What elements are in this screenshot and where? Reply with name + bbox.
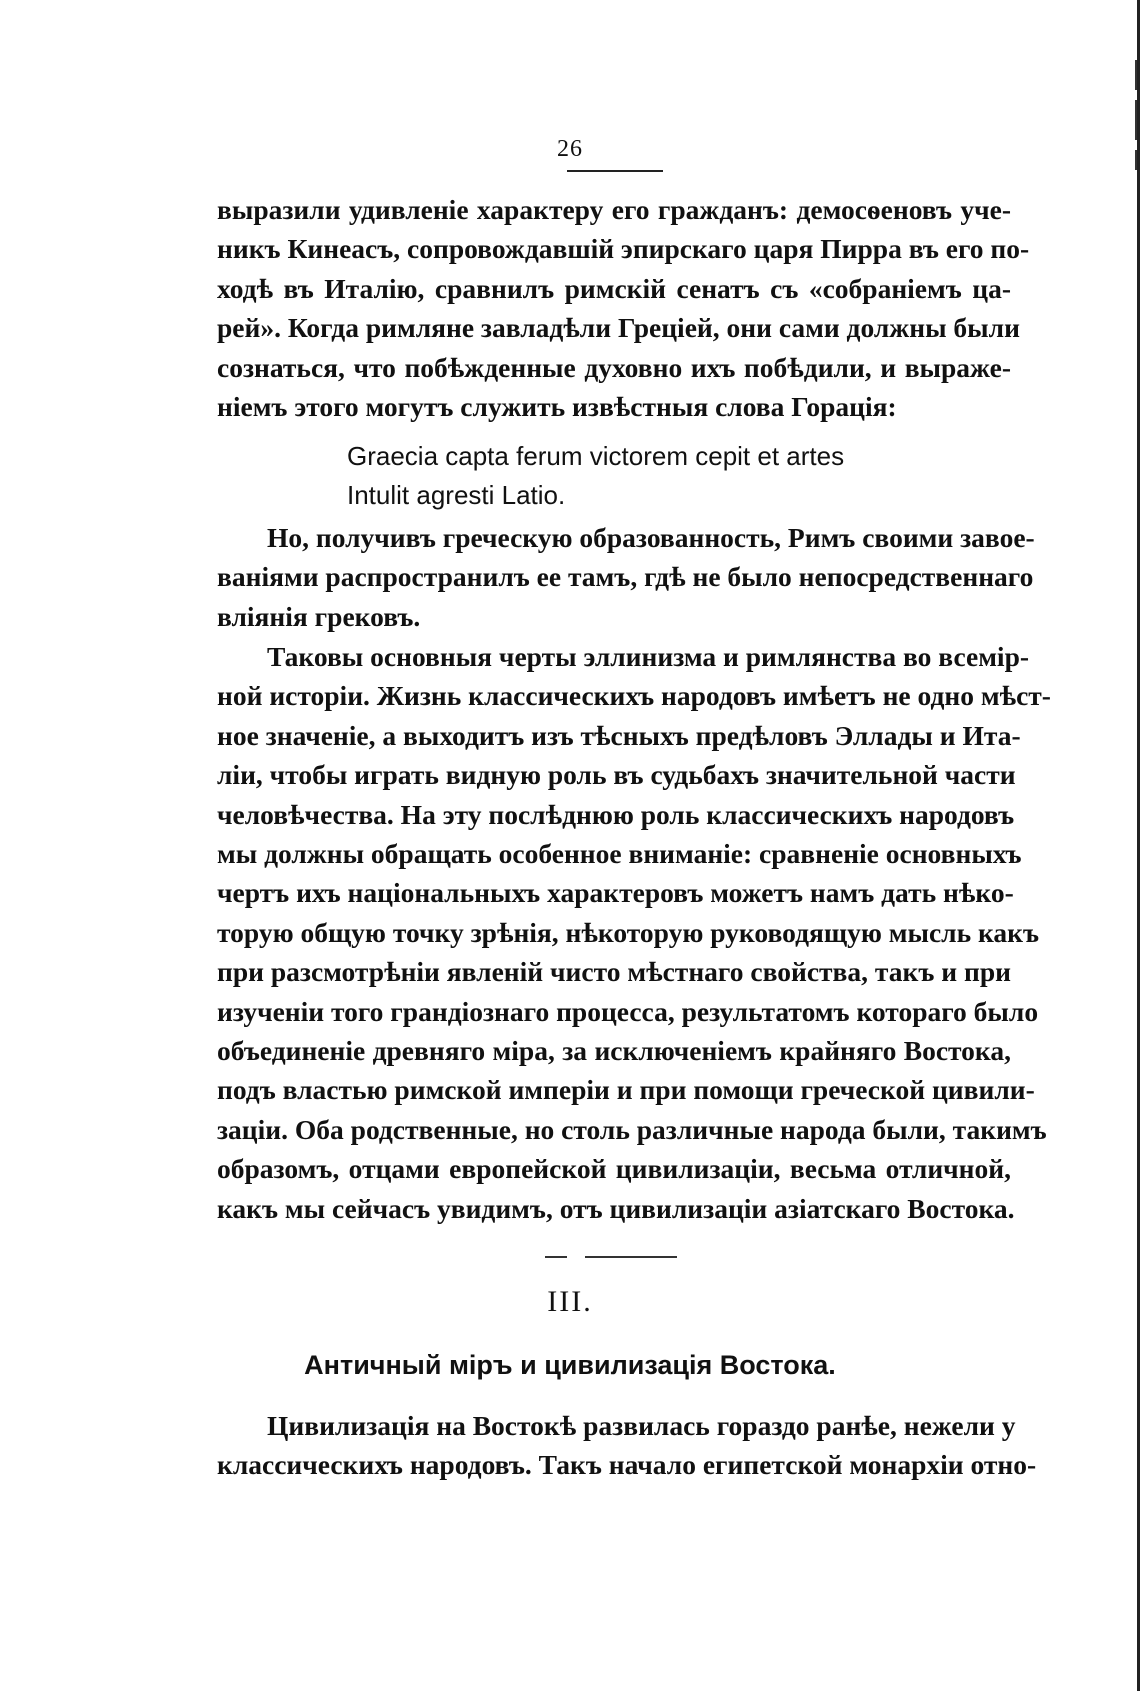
text-line: выразили удивленіе характеру его гражданъ: демосѳеновъ уче- <box>217 194 1011 225</box>
text-line: мы должны обращать особенное вниманіе: сравненіе основныхъ <box>217 838 1022 870</box>
text-line: сознаться, что побѣжденные духовно ихъ побѣдили, и выраже- <box>217 351 1011 383</box>
paragraph-2 <box>217 518 1035 636</box>
text-line: человѣчества. На эту послѣднюю роль классическихъ народовъ <box>217 798 1015 830</box>
text-line: классическихъ народовъ. Такъ начало египетской монархіи отно- <box>217 1449 1037 1481</box>
text-line: торую общую точку зрѣнія, нѣкоторую руководящую мысль какъ <box>217 916 1040 948</box>
quote-line: Graecia capta ferum victorem cepit et artes <box>347 441 845 471</box>
text-line: какъ мы сейчасъ увидимъ, отъ цивилизаціи азіатскаго Востока. <box>217 1192 1015 1224</box>
text-line: ной исторіи. Жизнь классическихъ народовъ имѣетъ не одно мѣст- <box>217 680 1051 712</box>
text-line: объединеніе древняго міра, за исключеніемъ крайняго Востока, <box>217 1035 1011 1067</box>
section-title: Античный міръ и цивилизація Востока. <box>304 1350 836 1380</box>
text-line: заціи. Оба родственные, но столь различные народа были, такимъ <box>217 1113 1047 1145</box>
text-line: Но, получивъ греческую образованность, Римъ своими завое- <box>267 522 1035 553</box>
text-line: Цивилизація на Востокѣ развилась гораздо ранѣе, нежели у <box>267 1410 1016 1441</box>
paragraph-1 <box>217 190 1030 426</box>
text-line: при разсмотрѣніи явленій чисто мѣстнаго свойства, такъ и при <box>217 956 1011 988</box>
section-divider <box>545 1256 677 1258</box>
quote-line: Intulit agresti Latio. <box>347 480 566 510</box>
page-number-rule <box>567 170 663 172</box>
text-line: рей». Когда римляне завладѣли Греціей, они сами должны были <box>217 312 1020 344</box>
section-number: III. <box>547 1285 593 1318</box>
text-line: изученіи того грандіознаго процесса, результатомъ котораго было <box>217 995 1039 1027</box>
text-line: ваніями распространилъ ее тамъ, гдѣ не было непосредственнаго <box>217 561 1034 593</box>
paragraph-4 <box>217 1406 1037 1485</box>
page-edge-mark <box>1135 60 1137 90</box>
text-line: подъ властью римской имперіи и при помощи греческой цивили- <box>217 1074 1035 1106</box>
paragraph-3 <box>217 637 1051 1228</box>
text-line: Таковы основныя черты эллинизма и римлянства во всемір- <box>267 641 1030 672</box>
text-line: вліянія грековъ. <box>217 600 421 632</box>
text-line: образомъ, отцами европейской цивилизаціи, весьма отличной, <box>217 1153 1011 1185</box>
page-edge-mark <box>1135 100 1137 140</box>
text-line: ходѣ въ Италію, сравнилъ римскій сенатъ съ «собраніемъ ца- <box>217 272 1011 304</box>
text-line: ное значеніе, а выходитъ изъ тѣсныхъ предѣловъ Эллады и Ита- <box>217 719 1021 751</box>
page-number: 26 <box>557 136 583 162</box>
text-line: чертъ ихъ національныхъ характеровъ можетъ намъ дать нѣко- <box>217 877 1014 909</box>
text-line: ніемъ этого могутъ служить извѣстныя слова Горація: <box>217 391 897 423</box>
text-line: никъ Кинеасъ, сопровождавшій эпирскаго царя Пирра въ его по- <box>217 233 1030 265</box>
latin-quote <box>347 437 947 515</box>
text-line: ліи, чтобы играть видную роль въ судьбахъ значительной части <box>217 759 1016 791</box>
